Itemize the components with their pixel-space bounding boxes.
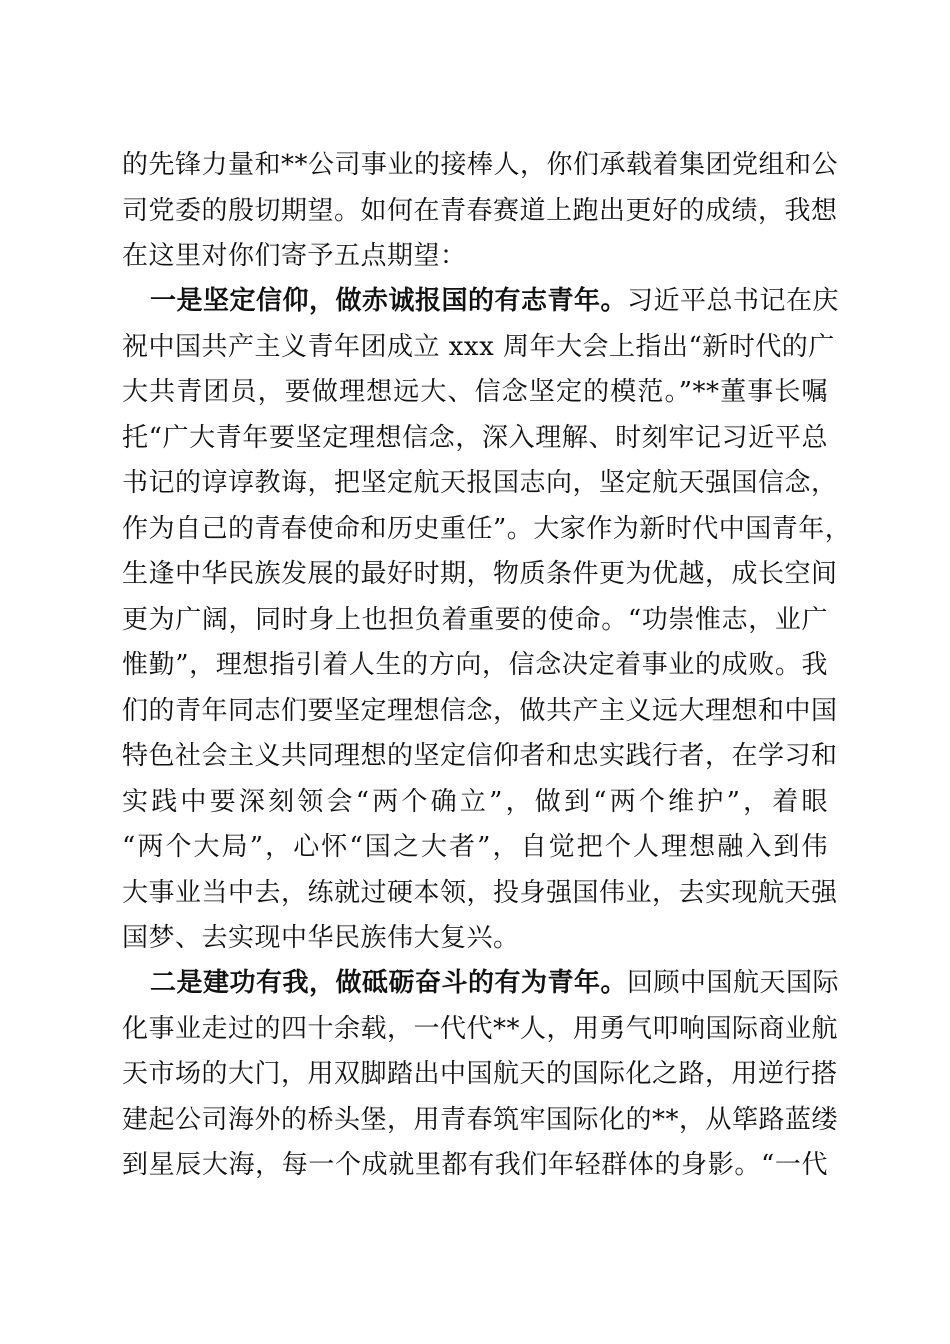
paragraph-line: 化事业走过的四十余载，一代代**人，用勇气叩响国际商业航: [122, 1013, 839, 1044]
paragraph-text: 回顾中国航天国际: [627, 968, 840, 998]
paragraph-line: 实践中要深刻领会“两个确立”，做到“两个维护”，着眼: [122, 786, 828, 817]
paragraph-line: 在这里对你们寄予五点期望：: [122, 241, 467, 271]
paragraph-line: 生逢中华民族发展的最好时期，物质条件更为优越，成长空间: [122, 559, 838, 589]
paragraph-line: 天市场的大门，用双脚踏出中国航天的国际化之路，用逆行搭: [122, 1059, 838, 1089]
paragraph-line: 司党委的殷切期望。如何在青春赛道上跑出更好的成绩，我想: [122, 195, 838, 226]
paragraph-line: 大共青团员，要做理想远大、信念坚定的模范。”**董事长嘱: [122, 377, 828, 407]
paragraph-line: 书记的谆谆教诲，把坚定航天报国志向，坚定航天强国信念，: [122, 468, 838, 498]
paragraph-line: 建起公司海外的桥头堡，用青春筑牢国际化的**，从筚路蓝缕: [122, 1104, 839, 1135]
paragraph-line: 国梦、去实现中华民族伟大复兴。: [122, 923, 520, 953]
paragraph-line: 祝中国共产主义青年团成立 xxx 周年大会上指出“新时代的广: [122, 331, 835, 362]
paragraph-line: 的先锋力量和**公司事业的接棒人，你们承载着集团党组和公: [122, 150, 839, 180]
paragraph-heading: 二是建功有我，做砥砺奋斗的有为青年。: [150, 968, 628, 998]
paragraph-first-line: [122, 961, 840, 1007]
paragraph-1: [122, 143, 839, 280]
paragraph-heading: 一是坚定信仰，做赤诚报国的有志青年。: [150, 286, 628, 316]
paragraph-line: 特色社会主义共同理想的坚定信仰者和忠实践行者，在学习和: [122, 741, 838, 771]
paragraph-first-line: [122, 279, 840, 325]
paragraph-line: 托“广大青年要坚定理想信念，深入理解、时刻牢记习近平总: [122, 422, 828, 453]
paragraph-line: 们的青年同志们要坚定理想信念，做共产主义远大理想和中国: [122, 695, 838, 726]
paragraph-line: 作为自己的青春使命和历史重任”。大家作为新时代中国青年，: [122, 513, 852, 544]
paragraph-line: 大事业当中去，练就过硬本领，投身强国伟业，去实现航天强: [122, 877, 838, 908]
paragraph-3: [122, 961, 840, 1189]
paragraph-line: 更为广阔，同时身上也担负着重要的使命。“功崇惟志，业广: [122, 604, 828, 635]
paragraph-line: 到星辰大海，每一个成就里都有我们年轻群体的身影。“一代: [122, 1150, 828, 1180]
paragraph-text: 习近平总书记在庆: [627, 286, 840, 316]
paragraph-2: [122, 279, 852, 962]
paragraph-line: “两个大局”，心怀“国之大者”，自觉把个人理想融入到伟: [122, 832, 828, 862]
paragraph-line: 惟勤”，理想指引着人生的方向，信念决定着事业的成败。我: [122, 650, 828, 680]
